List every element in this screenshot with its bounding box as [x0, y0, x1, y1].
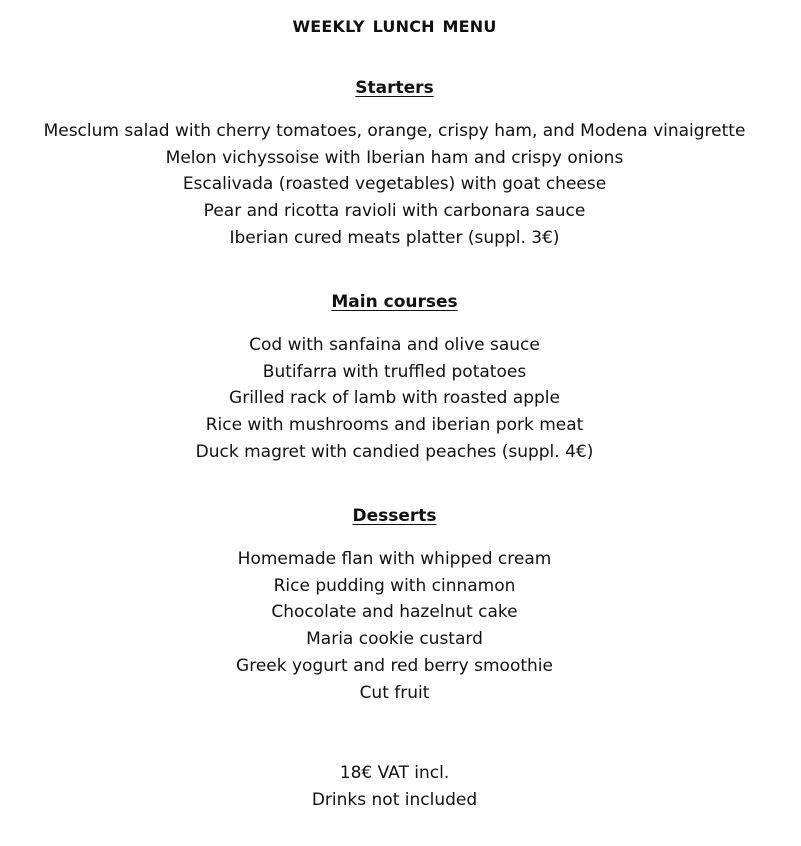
drinks-note: Drinks not included [311, 789, 478, 810]
menu-item: Homemade flan with whipped cream [237, 549, 552, 569]
starters-list [0, 118, 789, 252]
menu-item: Melon vichyssoise with Iberian ham and crispy onions [165, 147, 624, 168]
menu-item: Escalivada (roasted vegetables) with goat cheese [182, 174, 607, 195]
menu-item: Cut fruit [359, 682, 430, 703]
menu-item: Chocolate and hazelnut cake [271, 602, 518, 623]
price-text: 18€ VAT incl. [339, 763, 450, 783]
menu-item: Cod with sanfaina and olive sauce [249, 335, 540, 355]
section-desserts [0, 505, 789, 706]
desserts-list [0, 546, 789, 706]
section-starters [0, 77, 789, 252]
menu-title: WEEKLY LUNCH MENU [292, 17, 497, 36]
menu-item: Butifarra with truffled potatoes [262, 361, 527, 382]
menu-item: Duck magret with candied peaches (suppl. 4€) [195, 441, 594, 462]
main-courses-list [0, 332, 789, 466]
section-heading-main-courses: Main courses [331, 292, 458, 312]
menu-item: Iberian cured meats platter (suppl. 3€) [229, 227, 560, 248]
menu-item: Maria cookie custard [306, 629, 483, 650]
menu-item: Rice pudding with cinnamon [273, 575, 516, 596]
menu-item: Grilled rack of lamb with roasted apple [229, 388, 560, 409]
section-main-courses [0, 291, 789, 466]
section-heading-starters: Starters [355, 78, 434, 98]
menu-item: Rice with mushrooms and iberian pork meat [205, 415, 584, 436]
menu-item: Mesclum salad with cherry tomatoes, orange, crispy ham, and Modena vinaigrette [43, 121, 746, 141]
section-heading-desserts: Desserts [352, 506, 437, 526]
menu-item: Greek yogurt and red berry smoothie [236, 655, 553, 676]
menu-item: Pear and ricotta ravioli with carbonara sauce [203, 201, 586, 222]
menu-footer [0, 760, 789, 813]
